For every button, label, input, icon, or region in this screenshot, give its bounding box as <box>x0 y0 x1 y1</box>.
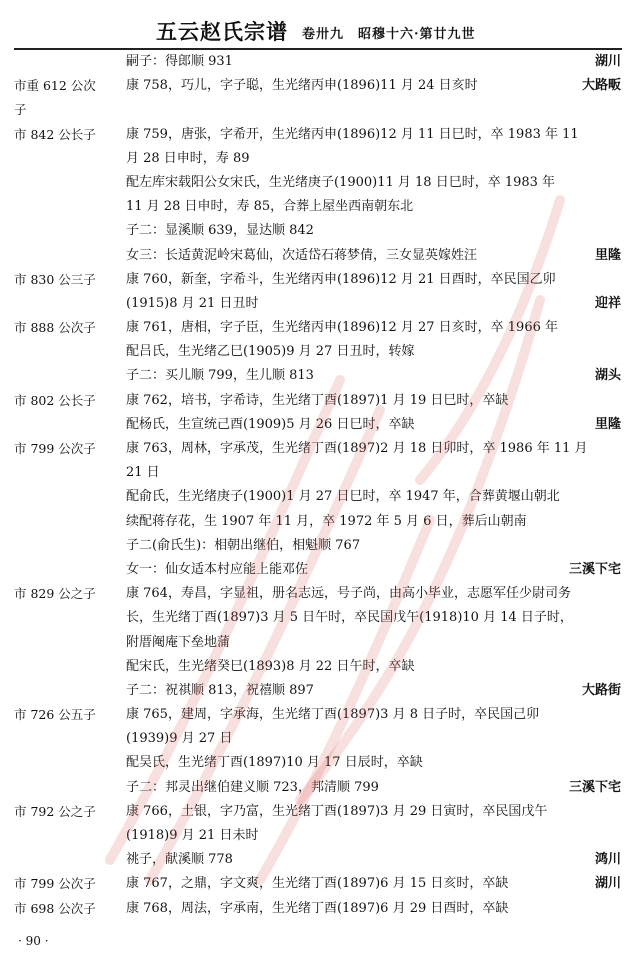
entry-location: 里隆 <box>594 247 621 263</box>
entry-line <box>0 50 635 74</box>
entry-line <box>0 389 635 413</box>
entry-text: 配吴氏，生光绪丁酉(1897)10 月 17 日辰时，卒缺 <box>126 755 423 771</box>
entry-line <box>0 703 635 727</box>
entry-line <box>0 268 635 292</box>
entry-line <box>0 776 635 800</box>
entry-parent-label: 市 792 公之子 <box>14 803 96 819</box>
entry-parent-label: 市 802 公长子 <box>14 392 96 408</box>
entry-line <box>0 147 635 171</box>
entry-line <box>0 195 635 219</box>
entry-text: 女一：仙女适本村应能上能邓佐 <box>126 561 309 577</box>
entry-text: 子二(俞氏生)：相朝出继伯，相魁顺 767 <box>126 537 361 553</box>
entry-line <box>0 244 635 268</box>
entry-text: 配吕氏，生光绪乙巳(1905)9 月 27 日丑时，转嫁 <box>126 344 415 360</box>
entry-text: 子二：买儿顺 799，生儿顺 813 <box>126 368 314 384</box>
entry-line <box>0 485 635 509</box>
entry-location: 湖川 <box>594 54 621 69</box>
entry-location: 迎祥 <box>594 295 621 311</box>
genealogy-entries <box>0 50 635 921</box>
entry-location: 鸿川 <box>594 852 621 868</box>
entry-line <box>0 897 635 921</box>
entry-text: 康 766，土银，字乃富，生光绪丁酉(1897)3 月 29 日寅时，卒民国戊午 <box>126 803 548 819</box>
entry-location: 三溪下宅 <box>568 779 621 795</box>
entry-text: 女三：长适黄泥岭宋葛仙，次适岱石蒋梦倩，三女显英嫁姓汪 <box>126 247 478 263</box>
entry-location: 三溪下宅 <box>568 561 621 577</box>
entry-text: 康 761，唐相，字子臣，生光绪丙申(1896)12 月 27 日亥时，卒 1966 年 <box>126 320 559 336</box>
entry-line <box>0 74 635 98</box>
entry-parent-label: 市 888 公次子 <box>14 320 96 336</box>
entry-parent-label: 市 799 公次子 <box>14 876 96 892</box>
entry-line <box>0 727 635 751</box>
entry-line <box>0 364 635 388</box>
entry-text: 配俞氏，生光绪庚子(1900)1 月 27 日巳时，卒 1947 年，合葬黄堰山朝北 <box>126 489 560 505</box>
entry-text: (1939)9 月 27 日 <box>126 731 233 747</box>
entry-line <box>0 824 635 848</box>
entry-line <box>0 848 635 872</box>
entry-line <box>0 219 635 243</box>
entry-text: 嗣子：得郎顺 931 <box>126 54 233 69</box>
entry-line <box>0 655 635 679</box>
entry-text: 配杨氏，生宣统己酉(1909)5 月 26 日巳时，卒缺 <box>126 416 415 432</box>
entry-line <box>0 437 635 461</box>
entry-line <box>0 631 635 655</box>
entry-line <box>0 510 635 534</box>
entry-parent-label: 市 829 公之子 <box>14 586 96 602</box>
entry-line <box>0 582 635 606</box>
entry-location: 大路街 <box>581 682 621 698</box>
entry-parent-label: 市重 612 公次 <box>14 78 96 94</box>
entry-line <box>0 679 635 703</box>
entry-text: (1918)9 月 21 日未时 <box>126 828 259 843</box>
entry-line <box>0 123 635 147</box>
entry-location: 大路畈 <box>581 78 621 94</box>
entry-text: 21 日 <box>126 465 160 481</box>
page-number: · 90 · <box>18 934 49 948</box>
entry-text: 附厝阉庵下垒地蒲 <box>126 634 231 650</box>
entry-text: 11 月 28 日申时，寿 85，合葬上屋坐西南朝东北 <box>126 199 414 215</box>
entry-text: (1915)8 月 21 日丑时 <box>126 295 259 311</box>
entry-text: 子二：显溪顺 639，显达顺 842 <box>126 223 314 239</box>
entry-text: 康 762，培书，字希诗，生光绪丁酉(1897)1 月 19 日巳时，卒缺 <box>126 392 509 408</box>
entry-text: 续配蒋存花，生 1907 年 11 月，卒 1972 年 5 月 6 日，葬后山朝南 <box>126 513 527 529</box>
entry-line <box>0 413 635 437</box>
entry-parent-label: 市 830 公三子 <box>14 271 96 287</box>
entry-text: 长，生光绪丁酉(1897)3 月 5 日午时，卒民国戊午(1918)10 月 14 日子时， <box>126 610 573 626</box>
entry-location: 湖川 <box>594 876 621 892</box>
entry-line <box>0 606 635 630</box>
entry-text: 配宋氏，生光绪癸巳(1893)8 月 22 日午时，卒缺 <box>126 658 415 674</box>
entry-line <box>0 558 635 582</box>
entry-text: 康 765，建周，字承海，生光绪丁酉(1897)3 月 8 日子时，卒民国己卯 <box>126 707 540 723</box>
entry-text: 康 759，唐张，字希开，生光绪丙申(1896)12 月 11 日巳时，卒 1983 年 11 <box>126 126 579 142</box>
entry-parent-label: 市 698 公次子 <box>14 900 96 916</box>
entry-line <box>0 171 635 195</box>
entry-line <box>0 98 635 122</box>
entry-text: 康 763，周林，字承茂，生光绪丁酉(1897)2 月 18 日卯时，卒 1986 年 11 月 <box>126 441 588 456</box>
entry-text: 配左库宋载阳公女宋氏，生光绪庚子(1900)11 月 18 日巳时，卒 1983 年 <box>126 174 556 190</box>
entry-text: 康 760，新奎，字希斗，生光绪丙申(1896)12 月 21 日酉时，卒民国乙卯 <box>126 271 556 287</box>
entry-line <box>0 800 635 824</box>
entry-location: 湖头 <box>594 368 621 384</box>
entry-text: 康 764，寿昌，字显祖，册名志远，号子尚，由高小毕业，志愿军任少尉司务 <box>126 586 571 602</box>
entry-parent-label: 市 799 公次子 <box>14 441 96 456</box>
entry-parent-label: 子 <box>14 102 27 118</box>
page-header <box>0 8 635 42</box>
entry-text: 子二：祝祺顺 813，祝禧顺 897 <box>126 682 314 698</box>
entry-line <box>0 292 635 316</box>
entry-text: 子二：邦灵出继伯建义顺 723，邦清顺 799 <box>126 779 379 795</box>
book-title: 五云赵氏宗谱 <box>156 19 288 44</box>
entry-line <box>0 340 635 364</box>
entry-text: 祧子，献溪顺 778 <box>126 852 233 868</box>
entry-text: 月 28 日申时，寿 89 <box>126 150 250 166</box>
entry-location: 里隆 <box>594 416 621 432</box>
entry-line <box>0 872 635 896</box>
entry-line <box>0 316 635 340</box>
entry-text: 康 767，之鼎，字文爽，生光绪丁酉(1897)6 月 15 日亥时，卒缺 <box>126 876 509 892</box>
entry-line <box>0 461 635 485</box>
entry-parent-label: 市 726 公五子 <box>14 707 96 723</box>
entry-line <box>0 534 635 558</box>
entry-text: 康 758，巧儿，字子聪，生光绪丙申(1896)11 月 24 日亥时 <box>126 78 478 94</box>
volume-subtitle: 卷卅九 昭穆十六·第廿九世 <box>302 27 476 42</box>
entry-line <box>0 751 635 775</box>
entry-text: 康 768，周法，字承南，生光绪丁酉(1897)6 月 29 日酉时，卒缺 <box>126 900 509 916</box>
entry-parent-label: 市 842 公长子 <box>14 126 96 142</box>
